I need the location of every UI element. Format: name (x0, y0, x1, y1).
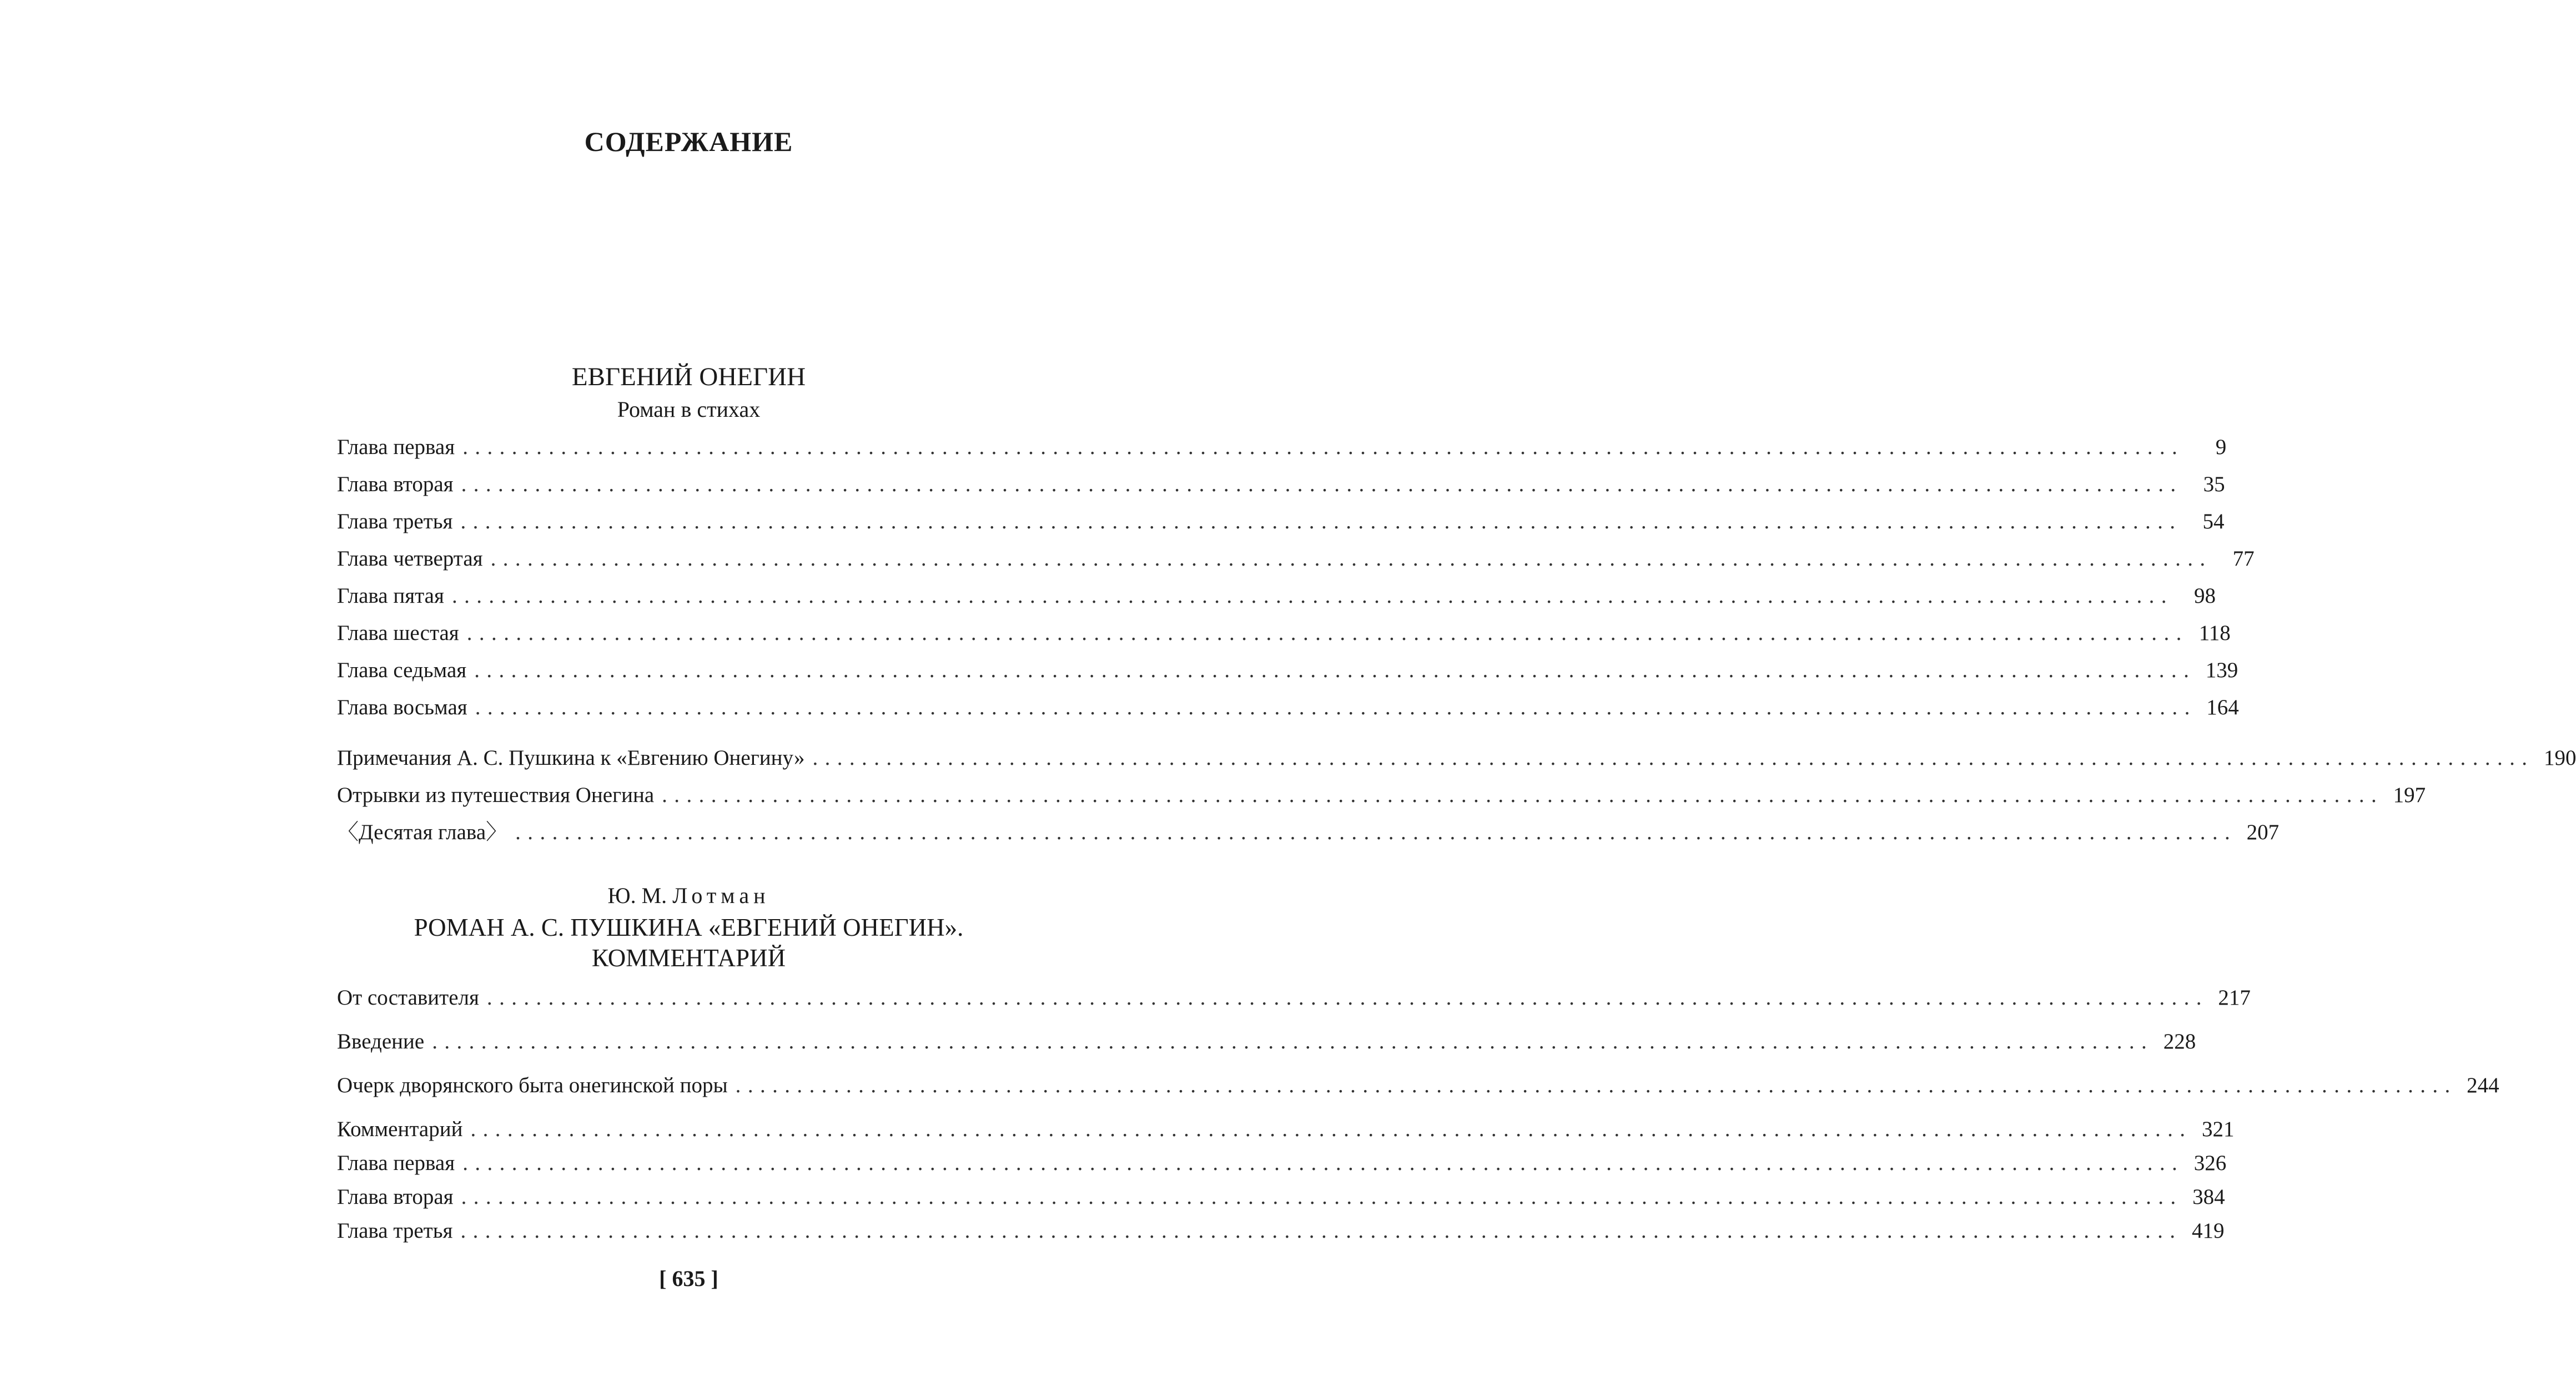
dot-leader: ............................................................................................................................................ (515, 820, 2237, 844)
toc-entry-page: 207 (2246, 820, 2280, 844)
toc-entry-page: 384 (2192, 1185, 2225, 1209)
toc-entry[interactable] (337, 619, 2231, 648)
dot-leader: ............................................................................................................................................ (662, 783, 2384, 807)
toc-entry-page: 228 (2163, 1030, 2196, 1053)
dot-leader: ............................................................................................................................................ (461, 1185, 2183, 1209)
toc-entry[interactable] (337, 507, 2225, 536)
toc-entry-label: Глава третья (337, 510, 453, 533)
dot-leader: ............................................................................................................................................ (462, 435, 2185, 459)
dot-leader: ............................................................................................................................................ (460, 510, 2182, 533)
toc-entry[interactable] (337, 1027, 2196, 1056)
toc-entry-label: Глава вторая (337, 1185, 454, 1209)
toc-entry[interactable] (337, 983, 2251, 1012)
toc-entry[interactable] (337, 544, 2255, 573)
toc-entry-label: Комментарий (337, 1117, 463, 1141)
toc-entry[interactable] (337, 693, 2239, 722)
section-author (0, 882, 1377, 909)
toc-entry[interactable] (337, 470, 2225, 499)
dot-leader: ............................................................................................................................................ (466, 621, 2188, 645)
toc-entry[interactable] (337, 1183, 2225, 1212)
toc-entry-label: Глава шестая (337, 621, 459, 645)
toc-entry[interactable] (337, 1149, 2227, 1178)
toc-entry[interactable] (337, 781, 2426, 810)
toc-entry-label: Введение (337, 1030, 425, 1053)
toc-entry-label: Глава четвертая (337, 547, 483, 571)
dot-leader: ............................................................................................................................................ (461, 472, 2183, 496)
toc-entry[interactable] (337, 582, 2216, 611)
dot-leader: ............................................................................................................................................ (470, 1117, 2192, 1141)
toc-entry-label: Примечания А. С. Пушкина к «Евгению Онегину» (337, 746, 805, 770)
toc-entry-page: 244 (2467, 1073, 2499, 1097)
toc-entry-page: 98 (2193, 584, 2216, 608)
dot-leader: ............................................................................................................................................ (812, 746, 2534, 770)
toc-entry-label: Очерк дворянского быта онегинской поры (337, 1073, 728, 1097)
dot-leader: ............................................................................................................................................ (486, 986, 2208, 1010)
toc-entry-page: 118 (2198, 621, 2231, 645)
section-title-eugene-onegin: ЕВГЕНИЙ ОНЕГИН (571, 362, 806, 391)
dot-leader: ............................................................................................................................................ (490, 547, 2212, 571)
toc-entry-label: Глава первая (337, 1151, 455, 1175)
toc-entry-label: Глава пятая (337, 584, 444, 608)
dot-leader: ............................................................................................................................................ (451, 584, 2174, 608)
toc-entry-page: 419 (2191, 1219, 2225, 1243)
section-title-commentary-line2: КОММЕНТАРИЙ (591, 944, 786, 972)
toc-entry-page: 326 (2193, 1151, 2227, 1175)
toc-entry-page: 217 (2218, 986, 2251, 1010)
toc-entry[interactable] (337, 433, 2227, 462)
page-title: СОДЕРЖАНИЕ (584, 126, 793, 157)
toc-entry-label: 〈Десятая глава〉 (337, 820, 508, 844)
toc-entry-label: Глава восьмая (337, 695, 467, 719)
toc-entry-page: 54 (2202, 510, 2225, 533)
author-initials: Ю. М. (607, 883, 667, 908)
toc-entry-page: 9 (2215, 435, 2227, 459)
section-subtitle: Роман в стихах (617, 397, 761, 422)
section-title-commentary-line1: РОМАН А. С. ПУШКИНА «ЕВГЕНИЙ ОНЕГИН». (414, 914, 964, 941)
dot-leader: ............................................................................................................................................ (735, 1073, 2457, 1097)
toc-entry-label: Глава первая (337, 435, 455, 459)
dot-leader: ............................................................................................................................................ (460, 1219, 2182, 1243)
toc-entry-label: Отрывки из путешествия Онегина (337, 783, 655, 807)
toc-entry-label: Глава третья (337, 1219, 453, 1243)
dot-leader: ............................................................................................................................................ (432, 1030, 2154, 1053)
toc-entry-page: 77 (2232, 547, 2255, 571)
toc-entry[interactable] (337, 656, 2238, 685)
toc-entry[interactable] (337, 818, 2280, 847)
page-number: [ 635 ] (659, 1266, 718, 1291)
toc-entry-label: Глава седьмая (337, 658, 467, 682)
toc-entry-label: Глава вторая (337, 472, 454, 496)
toc-entry-page: 321 (2201, 1117, 2235, 1141)
dot-leader: ............................................................................................................................................ (474, 658, 2196, 682)
toc-entry-page: 139 (2205, 658, 2238, 682)
toc-entry[interactable] (337, 1115, 2235, 1144)
toc-entry[interactable] (337, 1217, 2225, 1245)
toc-entry-page: 197 (2393, 783, 2426, 807)
toc-entry-page: 164 (2206, 695, 2239, 719)
toc-entry[interactable] (337, 744, 2576, 773)
toc-entry[interactable] (337, 1071, 2499, 1100)
dot-leader: ............................................................................................................................................ (475, 695, 2197, 719)
author-surname: Лотман (672, 883, 770, 908)
toc-entry-page: 190 (2543, 746, 2576, 770)
toc-entry-label: От составителя (337, 986, 479, 1010)
toc-entry-page: 35 (2203, 472, 2225, 496)
dot-leader: ............................................................................................................................................ (462, 1151, 2185, 1175)
